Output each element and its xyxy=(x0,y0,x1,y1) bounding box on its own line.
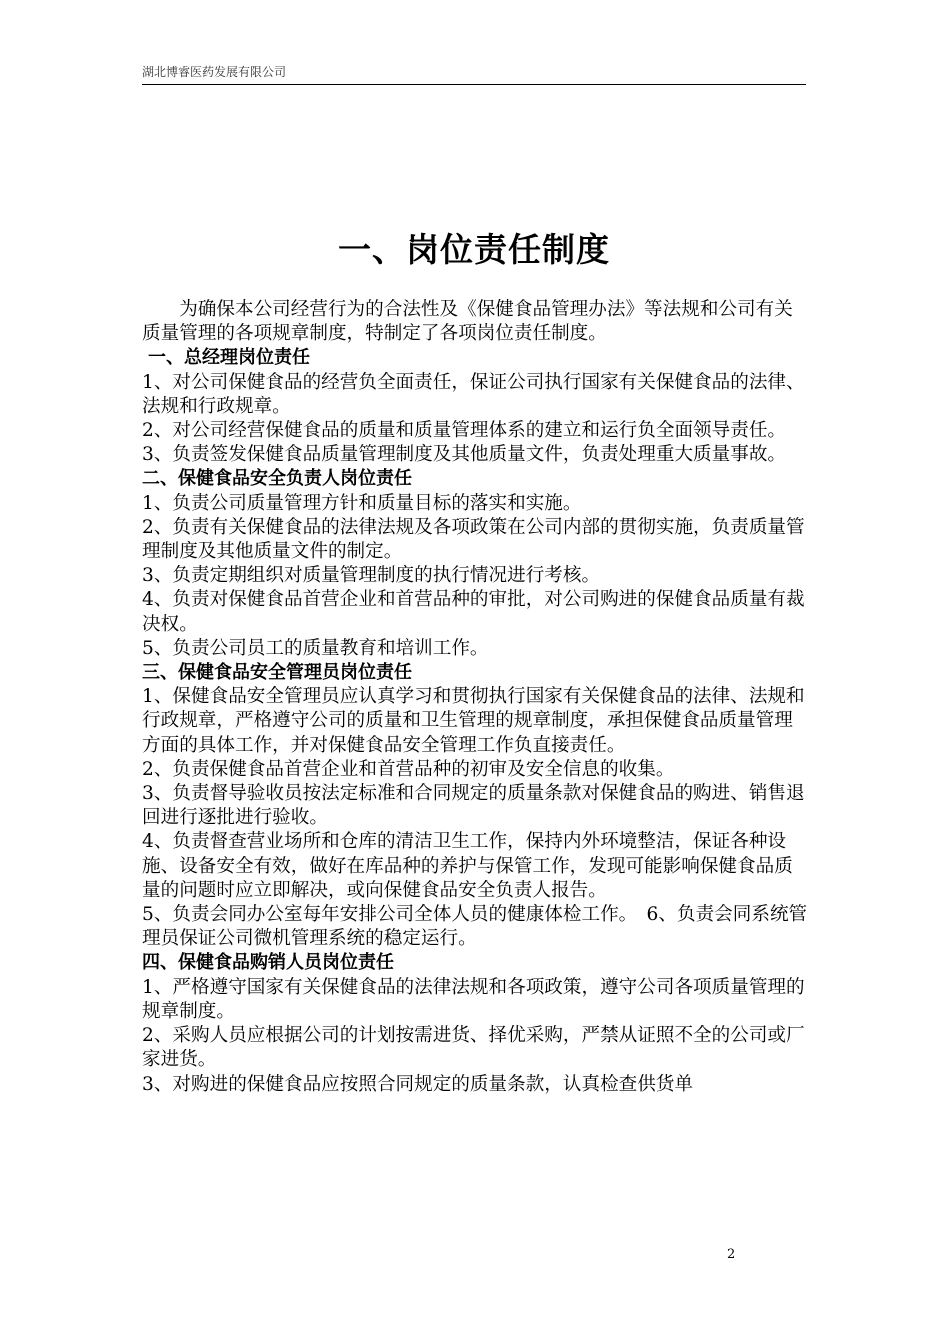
list-item: 2、对公司经营保健食品的质量和质量管理体系的建立和运行负全面领导责任。 xyxy=(142,420,787,442)
page-number: 2 xyxy=(727,1247,736,1262)
section-heading: 一、总经理岗位责任 xyxy=(148,347,310,369)
page-header xyxy=(142,64,806,85)
list-item: 3、负责签发保健食品质量管理制度及其他质量文件，负责处理重大质量事故。 xyxy=(142,444,787,466)
list-item: 3、对购进的保健食品应按照合同规定的质量条款，认真检查供货单 xyxy=(142,1073,694,1095)
section-purchasing-staff xyxy=(142,951,808,1096)
section-safety-administrator xyxy=(142,661,808,951)
company-name: 湖北博睿医药发展有限公司 xyxy=(142,65,287,79)
section-safety-officer xyxy=(142,467,808,661)
list-item: 5、负责公司员工的质量教育和培训工作。 xyxy=(142,637,489,659)
list-item: 2、负责有关保健食品的法律法规及各项政策在公司内部的贯彻实施，负责质量管理制度及其他质量文件的制定。 xyxy=(142,516,805,563)
list-item: 1、严格遵守国家有关保健食品的法律法规和各项政策，遵守公司各项质量管理的规章制度。 xyxy=(142,976,805,1022)
section-heading: 三、保健食品安全管理员岗位责任 xyxy=(142,662,412,684)
document-body xyxy=(142,298,808,1097)
document-title: 一、岗位责任制度 xyxy=(338,230,610,269)
intro-paragraph: 为确保本公司经营行为的合法性及《保健食品管理办法》等法规和公司有关质量管理的各项规章制度，特制定了各项岗位责任制度。 xyxy=(142,299,793,345)
section-heading: 四、保健食品购销人员岗位责任 xyxy=(142,952,394,974)
list-item: 4、负责督查营业场所和仓库的清洁卫生工作，保持内外环境整洁，保证各种设施、设备安全有效，做好在库品种的养护与保管工作，发现可能影响保健食品质量的问题时应立即解决，或向保健食品安全负责人报告。 xyxy=(142,831,793,901)
section-heading: 二、保健食品安全负责人岗位责任 xyxy=(142,468,412,490)
list-item: 1、对公司保健食品的经营负全面责任，保证公司执行国家有关保健食品的法律、法规和行政规章。 xyxy=(142,371,805,417)
section-general-manager xyxy=(142,346,808,467)
list-item: 4、负责对保健食品首营企业和首营品种的审批，对公司购进的保健食品质量有裁决权。 xyxy=(142,589,805,635)
list-item: 2、负责保健食品首营企业和首营品种的初审及安全信息的收集。 xyxy=(142,758,675,780)
list-item: 1、负责公司质量管理方针和质量目标的落实和实施。 xyxy=(142,492,582,514)
list-item: 5、负责会同办公室每年安排公司全体人员的健康体检工作。 6、负责会同系统管理员保证公司微机管理系统的稳定运行。 xyxy=(142,904,808,950)
list-item: 2、采购人员应根据公司的计划按需进货、择优采购，严禁从证照不全的公司或厂家进货。 xyxy=(142,1025,805,1071)
list-item: 3、负责督导验收员按法定标准和合同规定的质量条款对保健食品的购进、销售退回进行逐批进行验收。 xyxy=(142,783,805,829)
list-item: 3、负责定期组织对质量管理制度的执行情况进行考核。 xyxy=(142,565,601,587)
list-item: 1、保健食品安全管理员应认真学习和贯彻执行国家有关保健食品的法律、法规和行政规章，严格遵守公司的质量和卫生管理的规章制度，承担保健食品质量管理方面的具体工作，并对保健食品安全管理工作负直接责任。 xyxy=(142,686,805,756)
